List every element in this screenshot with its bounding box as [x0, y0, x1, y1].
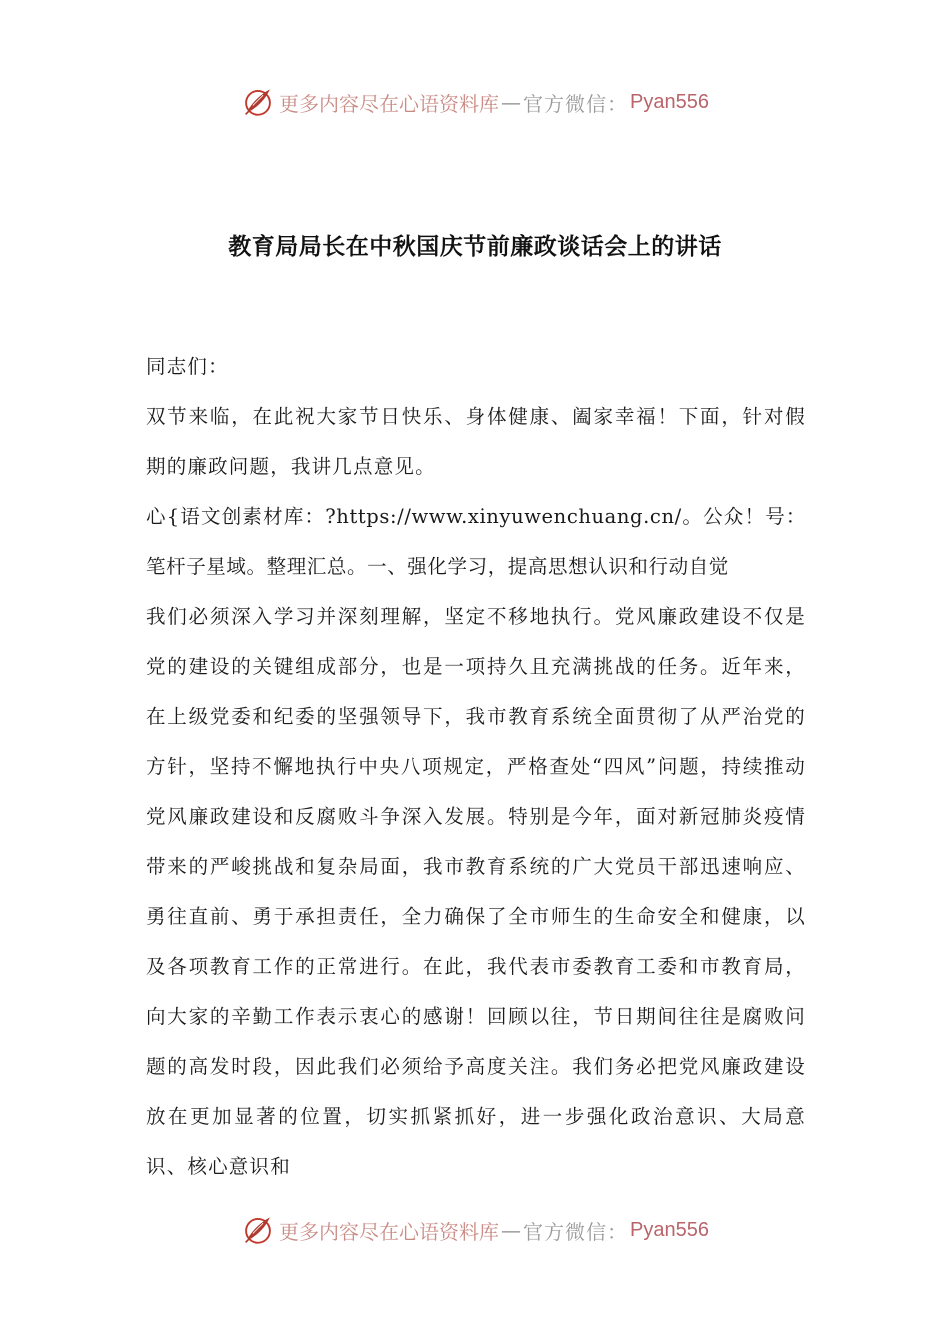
footer-banner: [0, 1208, 950, 1252]
header-banner: [0, 80, 950, 124]
banner-brand-text: 更多内容尽在心语资料库: [279, 91, 500, 116]
document-body: [146, 342, 806, 1192]
banner-wechat-label: 官方微信：: [523, 1219, 629, 1244]
paragraph-main: 我们必须深入学习并深刻理解，坚定不移地执行。党风廉政建设不仅是党的建设的关键组成部分，也是一项持久且充满挑战的任务。近年来，在上级党委和纪委的坚强领导下，我市教育系统全面贯彻了从严治党的方针，坚持不懈地执行中央八项规定，严格查处“四风”问题，持续推动党风廉政建设和反腐败斗争深入发展。特别是今年，面对新冠肺炎疫情带来的严峻挑战和复杂局面，我市教育系统的广大党员干部迅速响应、勇往直前、勇于承担责任，全力确保了全市师生的生命安全和健康，以及各项教育工作的正常进行。在此，我代表市委教育工委和市教育局，向大家的辛勤工作表示衷心的感谢！回顾以往，节日期间往往是腐败问题的高发时段，因此我们必须给予高度关注。我们务必把党风廉政建设放在更加显著的位置，切实抓紧抓好，进一步强化政治意识、大局意识、核心意识和: [146, 605, 806, 1178]
quill-pen-logo-icon: [241, 85, 275, 119]
paragraph-source-and-heading: 心{语文创素材库：?https://www.xinyuwenchuang.cn/。公众！号：笔杆子星域。整理汇总。一、强化学习，提高思想认识和行动自觉: [146, 505, 806, 578]
paragraph-greeting: 双节来临，在此祝大家节日快乐、身体健康、阖家幸福！下面，针对假期的廉政问题，我讲几点意见。: [146, 405, 806, 478]
banner-wechat-id: Pyan556: [630, 1218, 709, 1241]
document-title: 教育局局长在中秋国庆节前廉政谈话会上的讲话: [228, 234, 722, 260]
banner-separator: —: [501, 1218, 522, 1242]
banner-wechat-label: 官方微信：: [523, 91, 629, 116]
quill-pen-logo-icon: [241, 1213, 275, 1247]
salutation: 同志们：: [146, 355, 229, 378]
banner-separator: —: [501, 90, 522, 114]
banner-brand-text: 更多内容尽在心语资料库: [279, 1219, 500, 1244]
banner-wechat-id: Pyan556: [630, 90, 709, 113]
